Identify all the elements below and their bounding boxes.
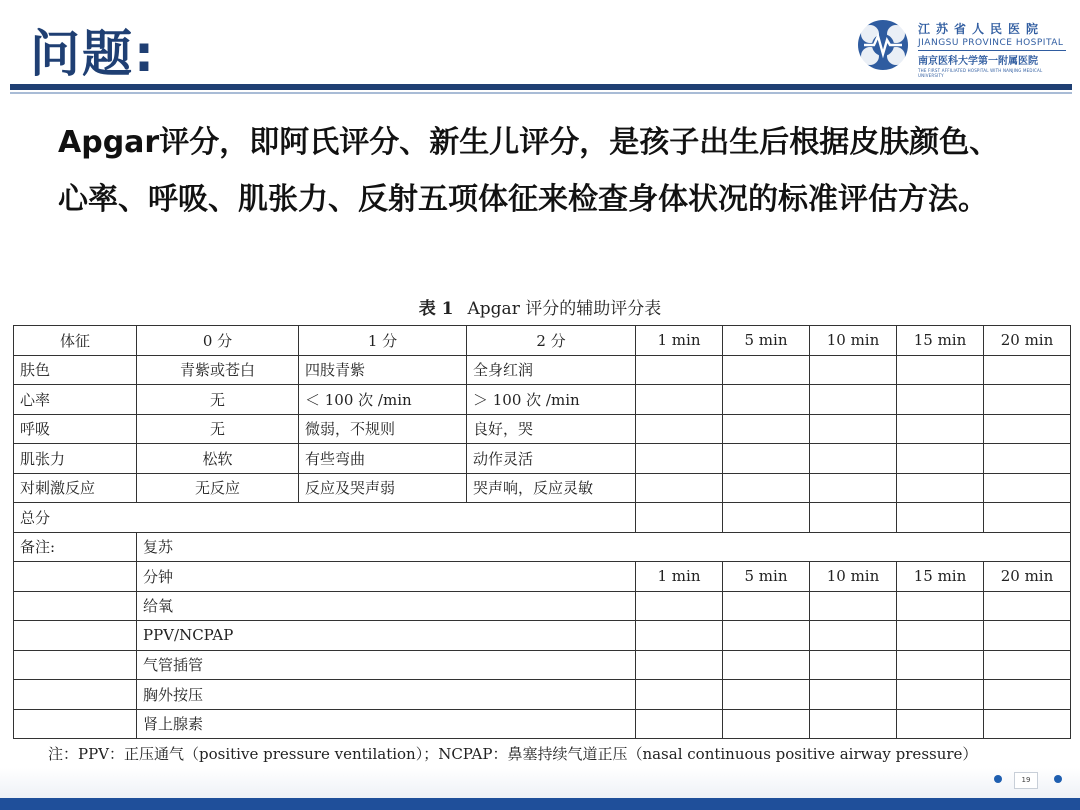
score-cell: 全身红润 xyxy=(467,355,636,385)
hospital-logo xyxy=(856,16,1066,78)
blank-cell xyxy=(636,621,723,651)
header-cell: 1 min xyxy=(636,326,723,356)
blank-cell xyxy=(810,355,897,385)
blank-cell xyxy=(14,650,137,680)
blank-cell xyxy=(810,680,897,710)
score-cell: 无 xyxy=(137,414,299,444)
intervention-label: PPV/NCPAP xyxy=(137,621,636,651)
minute-cell: 1 min xyxy=(636,562,723,592)
blank-cell xyxy=(984,503,1071,533)
apgar-table xyxy=(13,325,1071,739)
intervention-row xyxy=(14,621,1071,651)
blank-cell xyxy=(897,414,984,444)
blank-cell xyxy=(723,473,810,503)
remarks-row xyxy=(14,532,1071,562)
resuscitation-label: 复苏 xyxy=(137,532,1071,562)
header-divider xyxy=(10,84,1072,90)
blank-cell xyxy=(636,444,723,474)
score-cell: 无反应 xyxy=(137,473,299,503)
intro-paragraph: Apgar评分，即阿氏评分、新生儿评分，是孩子出生后根据皮肤颜色、心率、呼吸、肌张力、反射五项体征来检查身体状况的标准评估方法。 xyxy=(58,125,1000,217)
blank-cell xyxy=(984,444,1071,474)
blank-cell xyxy=(897,503,984,533)
intervention-row xyxy=(14,709,1071,739)
table-row xyxy=(14,473,1071,503)
sign-cell: 对刺激反应 xyxy=(14,473,137,503)
blank-cell xyxy=(810,503,897,533)
blank-cell xyxy=(897,385,984,415)
intervention-row xyxy=(14,591,1071,621)
blank-cell xyxy=(636,385,723,415)
blank-cell xyxy=(723,444,810,474)
blank-cell xyxy=(723,709,810,739)
blank-cell xyxy=(14,680,137,710)
blank-cell xyxy=(636,650,723,680)
header-cell: 2 分 xyxy=(467,326,636,356)
logo-en-subtitle: THE FIRST AFFILIATED HOSPITAL WITH NANJING MEDICAL UNIVERSITY xyxy=(918,68,1043,78)
score-cell: 哭声响，反应灵敏 xyxy=(467,473,636,503)
blank-cell xyxy=(897,621,984,651)
blank-cell xyxy=(636,473,723,503)
sign-cell: 肌张力 xyxy=(14,444,137,474)
score-cell: 动作灵活 xyxy=(467,444,636,474)
header-cell: 20 min xyxy=(984,326,1071,356)
blank-cell xyxy=(636,680,723,710)
blank-cell xyxy=(723,680,810,710)
total-row xyxy=(14,503,1071,533)
page-next-dot-icon xyxy=(1054,775,1062,783)
blank-cell xyxy=(984,709,1071,739)
blank-cell xyxy=(810,473,897,503)
blank-cell xyxy=(723,414,810,444)
minute-cell: 5 min xyxy=(723,562,810,592)
logo-cn-name: 江苏省人民医院 xyxy=(918,22,1045,36)
blank-cell xyxy=(897,473,984,503)
blank-cell xyxy=(723,650,810,680)
blank-cell xyxy=(810,709,897,739)
blank-cell xyxy=(897,680,984,710)
blank-cell xyxy=(723,355,810,385)
minute-cell: 10 min xyxy=(810,562,897,592)
score-cell: 松软 xyxy=(137,444,299,474)
blank-cell xyxy=(984,621,1071,651)
blank-cell xyxy=(14,562,137,592)
table-caption-text: Apgar 评分的辅助评分表 xyxy=(467,299,662,319)
table-row xyxy=(14,414,1071,444)
score-cell: 青紫或苍白 xyxy=(137,355,299,385)
blank-cell xyxy=(636,414,723,444)
score-cell: 四肢青紫 xyxy=(299,355,467,385)
intervention-label: 肾上腺素 xyxy=(137,709,636,739)
header-divider-thin xyxy=(10,92,1072,94)
blank-cell xyxy=(636,591,723,621)
blank-cell xyxy=(636,709,723,739)
blank-cell xyxy=(810,444,897,474)
minutes-row xyxy=(14,562,1071,592)
page-prev-dot-icon xyxy=(994,775,1002,783)
blank-cell xyxy=(810,385,897,415)
blank-cell xyxy=(723,591,810,621)
blank-cell xyxy=(14,709,137,739)
blank-cell xyxy=(897,650,984,680)
blank-cell xyxy=(984,650,1071,680)
table-row xyxy=(14,444,1071,474)
table-header-row xyxy=(14,326,1071,356)
score-cell: ＜ 100 次 /min xyxy=(299,385,467,415)
header-cell: 10 min xyxy=(810,326,897,356)
table-footnote: 注：PPV：正压通气（positive pressure ventilation）；NCPAP：鼻塞持续气道正压（nasal continuous positive airway pressure） xyxy=(48,745,978,763)
blank-cell xyxy=(984,591,1071,621)
score-cell: 微弱，不规则 xyxy=(299,414,467,444)
header-cell: 体征 xyxy=(14,326,137,356)
intervention-label: 给氧 xyxy=(137,591,636,621)
logo-en-name: JIANGSU PROVINCE HOSPITAL xyxy=(918,38,1064,48)
total-label: 总分 xyxy=(14,503,636,533)
blank-cell xyxy=(984,414,1071,444)
blank-cell xyxy=(897,444,984,474)
blank-cell xyxy=(897,709,984,739)
header-cell: 15 min xyxy=(897,326,984,356)
blank-cell xyxy=(897,591,984,621)
score-cell: 有些弯曲 xyxy=(299,444,467,474)
table-row xyxy=(14,355,1071,385)
header-cell: 0 分 xyxy=(137,326,299,356)
blank-cell xyxy=(636,355,723,385)
footer-bar xyxy=(0,798,1080,810)
blank-cell xyxy=(723,503,810,533)
remarks-label: 备注: xyxy=(14,532,137,562)
blank-cell xyxy=(723,385,810,415)
score-cell: 反应及哭声弱 xyxy=(299,473,467,503)
blank-cell xyxy=(810,650,897,680)
sign-cell: 肤色 xyxy=(14,355,137,385)
page-number: 19 xyxy=(1014,772,1038,789)
score-cell: 良好，哭 xyxy=(467,414,636,444)
sign-cell: 呼吸 xyxy=(14,414,137,444)
score-cell: ＞ 100 次 /min xyxy=(467,385,636,415)
minute-cell: 15 min xyxy=(897,562,984,592)
blank-cell xyxy=(810,414,897,444)
intervention-row xyxy=(14,680,1071,710)
slide-title: 问题: xyxy=(30,25,156,83)
blank-cell xyxy=(14,591,137,621)
sign-cell: 心率 xyxy=(14,385,137,415)
blank-cell xyxy=(984,385,1071,415)
minutes-label: 分钟 xyxy=(137,562,636,592)
logo-cn-subtitle: 南京医科大学第一附属医院 xyxy=(918,50,1066,67)
intervention-label: 胸外按压 xyxy=(137,680,636,710)
footer-background xyxy=(0,768,1080,798)
intervention-row xyxy=(14,650,1071,680)
minute-cell: 20 min xyxy=(984,562,1071,592)
header-cell: 5 min xyxy=(723,326,810,356)
blank-cell xyxy=(984,473,1071,503)
blank-cell xyxy=(723,621,810,651)
table-row xyxy=(14,385,1071,415)
table-caption xyxy=(0,294,1080,319)
blank-cell xyxy=(810,591,897,621)
blank-cell xyxy=(897,355,984,385)
blank-cell xyxy=(984,680,1071,710)
intervention-label: 气管插管 xyxy=(137,650,636,680)
blank-cell xyxy=(984,355,1071,385)
header-cell: 1 分 xyxy=(299,326,467,356)
blank-cell xyxy=(810,621,897,651)
blank-cell xyxy=(14,621,137,651)
blank-cell xyxy=(636,503,723,533)
score-cell: 无 xyxy=(137,385,299,415)
table-caption-label: 表 1 xyxy=(418,299,454,319)
hospital-emblem-icon xyxy=(856,18,910,72)
